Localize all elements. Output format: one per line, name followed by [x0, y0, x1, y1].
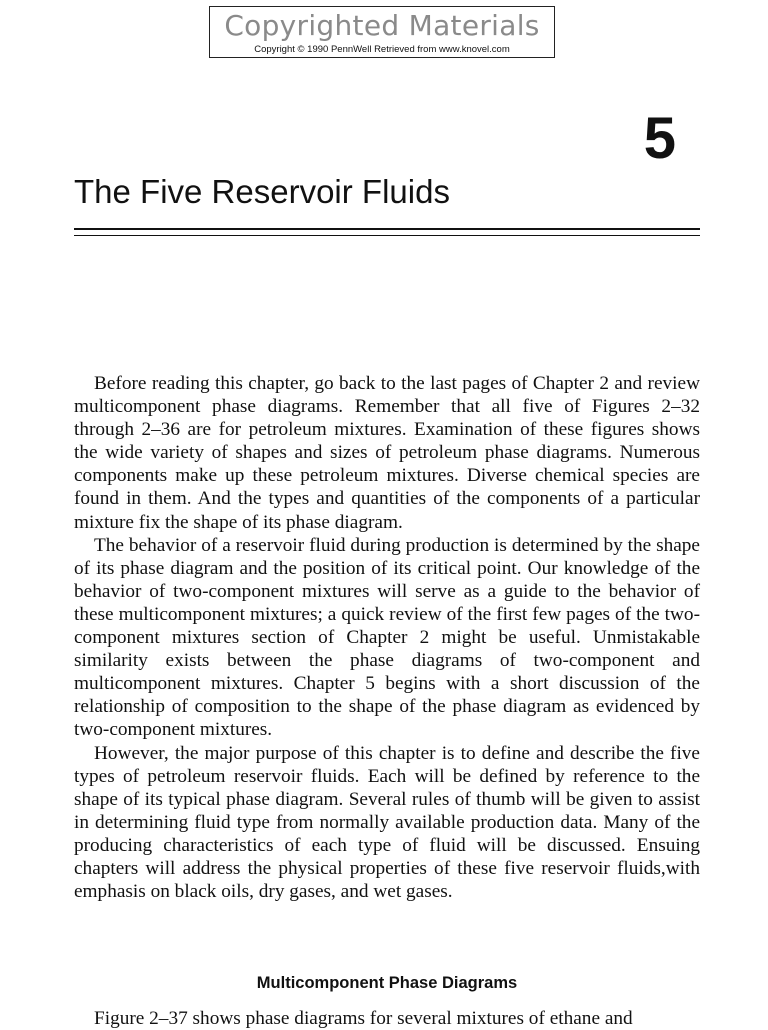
paragraph: The behavior of a reservoir fluid during production is determined by the shape of its phase diagram and the position of its critical point. Our knowledge of the behavior of two-component mixtures will serve as a guide to the behavior of these multicomponent mixtures; a quick review of the first few pages of the two-component mixtures section of Chapter 2 might be useful. Unmistakable similarity exists between the phase diagrams of two-component and multicomponent mixtures. Chapter 5 begins with a short discussion of the relationship of composition to the shape of the phase diagram as evidenced by two-component mixtures. [74, 534, 700, 741]
chapter-number: 5 [643, 106, 676, 171]
paragraph: However, the major purpose of this chapter is to define and describe the five types of petroleum reservoir fluids. Each will be defined by reference to the shape of its typical phase diagram. Several rules of thumb will be given to assist in determining fluid type from normally available production data. Many of the producing characteristics of each type of fluid will be discussed. Ensuing chapters will address the physical properties of these five reservoir fluids,with emphasis on black oils, dry gases, and wet gases. [74, 742, 700, 903]
chapter-body [74, 372, 700, 903]
copyright-banner [209, 6, 555, 58]
chapter-title: The Five Reservoir Fluids [74, 173, 450, 210]
title-rule-thick [74, 228, 700, 230]
paragraph-partial: Figure 2–37 shows phase diagrams for several mixtures of ethane and [94, 1008, 633, 1029]
copyright-title: Copyrighted Materials [224, 9, 540, 42]
paragraph: Before reading this chapter, go back to the last pages of Chapter 2 and review multicomponent phase diagrams. Remember that all five of Figures 2–32 through 2–36 are for petroleum mixtures. Examination of these figures shows the wide variety of shapes and sizes of petroleum phase diagrams. Numerous components make up these petroleum mixtures. Diverse chemical species are found in them. And the types and quantities of the components of a particular mixture fix the shape of its phase diagram. [74, 373, 700, 533]
section-heading: Multicomponent Phase Diagrams [256, 974, 518, 992]
copyright-notice: Copyright © 1990 PennWell Retrieved from www.knovel.com [254, 44, 510, 55]
title-rule-thin [74, 235, 700, 236]
